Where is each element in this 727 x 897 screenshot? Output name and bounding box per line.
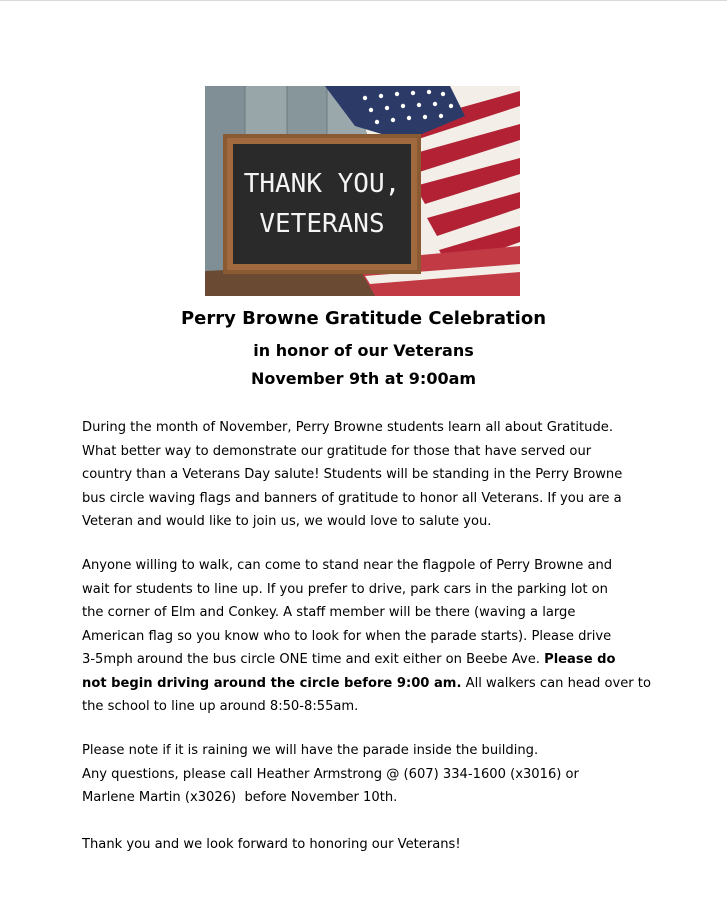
driving-warning-end: not begin driving around the circle before 9:00 am.: [82, 675, 462, 691]
paragraph-line: During the month of November, Perry Browne students learn all about Gratitude.: [82, 420, 614, 435]
page-title: Perry Browne Gratitude Celebration: [180, 308, 547, 329]
paragraph-directions: [82, 554, 662, 719]
paragraph-line: Anyone willing to walk, can come to stand near the flagpole of Perry Browne and: [82, 558, 613, 573]
paragraph-line: wait for students to line up. If you prefer to drive, park cars in the parking lot on: [82, 581, 608, 597]
paragraph-closing: [82, 833, 662, 857]
thank-you-veterans-image: [205, 86, 520, 296]
chalkboard-line-2: VETERANS: [259, 209, 385, 239]
walkers-text: All walkers can head over to: [465, 675, 651, 691]
paragraph-line: bus circle waving flags and banners of gratitude to honor all Veterans. If you are a: [82, 490, 622, 506]
paragraph-line: What better way to demonstrate our gratitude for those that have served our: [82, 443, 592, 459]
chalkboard: [223, 134, 421, 274]
paragraph-line: country than a Veterans Day salute! Students will be standing in the Perry Browne: [82, 467, 623, 482]
paragraph-line: [82, 672, 662, 696]
chalkboard-line-1: THANK YOU,: [243, 169, 401, 199]
subtitle-date: November 9th at 9:00am: [250, 369, 477, 388]
closing-line: Thank you and we look forward to honoring our Veterans!: [82, 837, 461, 852]
paragraph-line: Veteran and would like to join us, we would love to salute you.: [82, 514, 492, 529]
driving-warning-start: Please do: [544, 652, 616, 667]
paragraph-line: Any questions, please call Heather Armstrong @ (607) 334-1600 (x3016) or: [82, 766, 579, 782]
page-top-border: [0, 0, 727, 1]
subtitle-honor: in honor of our Veterans: [253, 341, 474, 360]
paragraph-line: the corner of Elm and Conkey. A staff member will be there (waving a large: [82, 605, 576, 620]
directions-text: 3-5mph around the bus circle ONE time and exit either on Beebe Ave.: [82, 652, 540, 667]
paragraph-line: Marlene Martin (x3026) before November 10th.: [82, 790, 398, 805]
paragraph-intro: [82, 416, 662, 534]
paragraph-line: American flag so you know who to look for when the parade starts). Please drive: [82, 628, 612, 644]
paragraph-line: [82, 648, 662, 672]
paragraph-line: the school to line up around 8:50-8:55am.: [82, 699, 359, 714]
paragraph-contact: [82, 739, 662, 810]
paragraph-line: Please note if it is raining we will have the parade inside the building.: [82, 743, 539, 758]
